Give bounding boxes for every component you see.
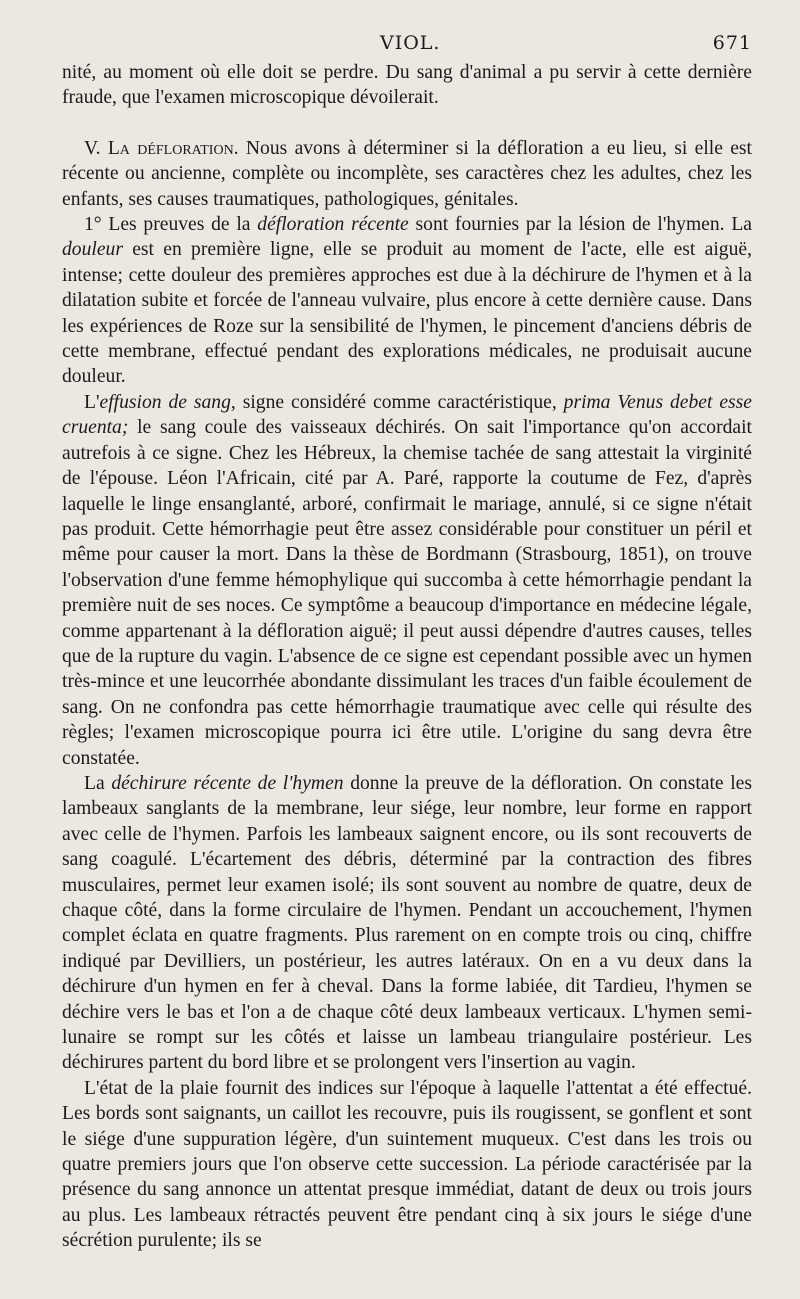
text-run: L' [84,391,100,413]
emphasis: effusion de sang [99,391,231,413]
paragraph-defloration-recente [62,212,752,390]
paragraph-effusion-sang [62,390,752,771]
section-number: V. [84,137,108,159]
page-body [62,60,752,1254]
paragraph-continuation [62,60,752,111]
running-title: VIOL. [380,32,441,54]
section-heading: La défloration. [107,137,239,159]
text-run: La [84,772,112,794]
paragraph-text: Nous avons à déterminer si la défloration a eu lieu, si elle est récente ou ancienne, complète ou incomplète, ses caractères chez les adultes, chez les enfants, ses causes traumatiques, pathologiques, génitales. [62,137,753,210]
paragraph-text: L'état de la plaie fournit des indices sur l'époque à laquelle l'attentat a été effectué. Les bords sont saignants, un caillot les recouvre, puis ils rougissent, se gonflent et sont le siége d'une suppuration légère, d'un suintement muqueux. C'est dans les trois ou quatre premiers jours que l'on observe cette succession. La période caractérisée par la présence du sang annonce un attentat presque immédiat, datant de deux ou trois jours au plus. Les lambeaux rétractés peuvent être pendant cinq à six jours le siége d'une sécrétion purulente; ils se [62,1077,752,1252]
emphasis: prima Venus debet esse cruenta; [62,391,753,439]
text-run: , signe considéré comme caractéristique, [230,391,564,413]
text-run: est en première ligne, elle se produit au moment de l'acte, elle est aiguë, intense; cette douleur des premières approches est due à la déchirure de l'hymen et à la dilatation subite et forcée de l'anneau vulvaire, plus encore à cette dernière cause. Dans les expériences de Roze sur la sensibilité de l'hymen, le pincement d'anciens débris de cette membrane, effectué pendant des explorations médicales, ne produisait aucune douleur. [62,239,752,388]
text-run: le sang coule des vaisseaux déchirés. On sait l'importance qu'on accordait autrefois à ce signe. Chez les Hébreux, la chemise tachée de sang attestait la virginité de l'épouse. Léon l'Africain, cité par A. Paré, rapporte la coutume de Fez, d'après laquelle le linge ensanglanté, arboré, confirmait le mariage, annulé, si ce signe n'était pas produit. Cette hémorrhagie peut être assez considérable pour constituer un péril et même pour causer la mort. Dans la thèse de Bordmann (Strasbourg, 1851), on trouve l'observation d'une femme hémophylique qui succomba à cette hémorrhagie pendant la première nuit de ses noces. Ce symptôme a beaucoup d'importance en médecine légale, comme appartenant à la défloration aiguë; il peut aussi dépendre d'autres causes, telles que de la rupture du vagin. L'absence de ce signe est cependant possible avec un hymen très-mince et une leucorrhée abondante dissimulant les traces d'un faible écoulement de sang. On ne confondra pas cette hémorrhagie traumatique avec celle qui résulte des règles; l'examen microscopique pourra ici être utile. L'origine du sang devra être constatée. [62,417,752,769]
paragraph-section-v [62,136,752,212]
text-run: donne la preuve de la défloration. On constate les lambeaux sanglants de la membrane, leur siége, leur nombre, leur forme en rapport avec celle de l'hymen. Parfois les lambeaux saignent encore, ou ils sont recouverts de sang coagulé. L'écartement des débris, déterminé par la contraction des fibres musculaires, permet leur examen isolé; ils sont souvent au nombre de quatre, deux de chaque côté, dans la forme circulaire de l'hymen. Pendant un accouchement, l'hymen complet éclata en quatre fragments. Plus rarement on en compte trois ou cinq, chiffre indiqué par Devilliers, un postérieur, les autres latéraux. On en a vu deux dans la déchirure d'un hymen en fer à cheval. Dans la forme labiée, dit Tardieu, l'hymen se déchire vers le bas et l'on a de chaque côté deux lambeaux verticaux. L'hymen semi-lunaire se rompt sur les côtés et laisse un lambeau triangulaire postérieur. Les déchirures partent du bord libre et se prolongent vers l'insertion au vagin. [62,772,752,1074]
emphasis: douleur [62,239,123,261]
text-run: sont fournies par la lésion de l'hymen. La [408,214,752,236]
running-header [62,28,752,60]
text-run: 1° Les preuves de la [84,214,258,236]
emphasis: défloration récente [257,214,409,236]
page-number: 671 [712,32,752,54]
paragraph-etat-plaie [62,1076,752,1254]
paragraph-dechirure-hymen [62,771,752,1076]
paragraph-text: nité, au moment où elle doit se perdre. Du sang d'animal a pu servir à cette dernière fraude, que l'examen microscopique dévoilerait. [62,62,752,109]
emphasis: déchirure récente de l'hymen [111,772,344,794]
